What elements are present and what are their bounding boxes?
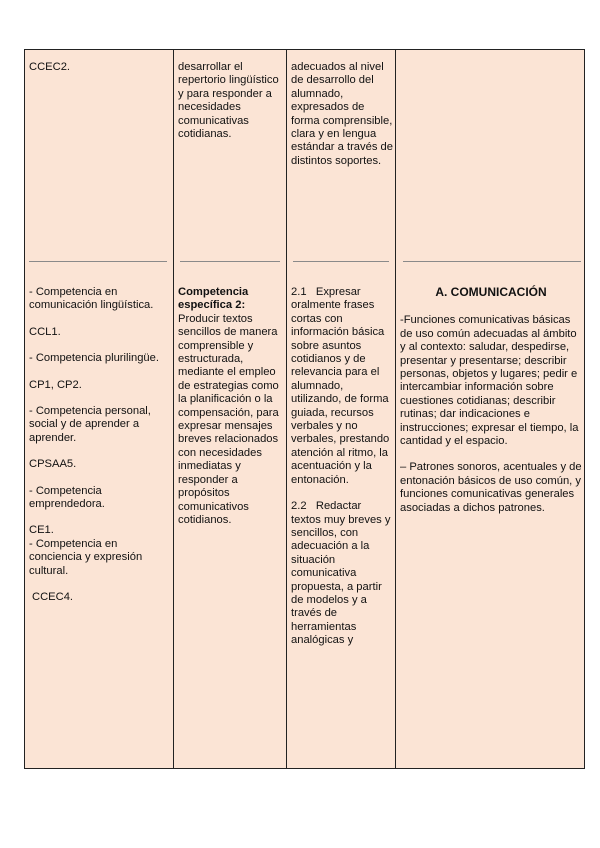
top-criteria-continuation: adecuados al nivel de desarrollo del alumnado, expresados de forma comprensible, clara y en lengua estándar a través de distintos soportes. bbox=[291, 61, 393, 167]
knowledge-paragraph: -Funciones comunicativas básicas de uso común adecuadas al ámbito y al contexto: saludar, despedirse, presentar y presentarse; describir personas, objetos y lugares; pedir e intercambiar información sobre cuestiones cotidianas; describir rutinas; dar indicaciones e instrucciones; expresar el tiempo, la cantidad y el espacio. bbox=[400, 314, 579, 448]
criteria-cell bbox=[291, 286, 393, 648]
specific-competence-cell bbox=[178, 286, 284, 527]
specific-competence-body: Producir textos sencillos de manera comprensible y estructurada, mediante el empleo de estrategias como la planificación o la compensación, para expresar mensajes breves relacionados con necesidades inmediatas y responder a propósitos comunicativos cotidianos. bbox=[178, 312, 279, 526]
top-specific-continuation: desarrollar el repertorio lingüístico y para responder a necesidades comunicativas cotidianas. bbox=[178, 61, 279, 141]
competence-line: - Competencia personal, social y de aprender a aprender. bbox=[29, 405, 151, 444]
competence-line: - Competencia en conciencia y expresión cultural. bbox=[29, 537, 143, 577]
knowledge-paragraph: – Patrones sonoros, acentuales y de entonación básicos de uso común, y funciones comunicativas generales asociadas a dichos patrones. bbox=[400, 461, 582, 514]
competence-code: CCEC4. bbox=[32, 591, 74, 604]
specific-competence-title: Competencia específica 2: bbox=[178, 286, 249, 312]
criterion-2-2: 2.2 Redactar textos muy breves y sencillos, con adecuación a la situación comunicativa propuesta, a partir de modelos y a través de herramientas analógicas y bbox=[291, 500, 394, 647]
competence-line: - Competencia emprendedora. bbox=[29, 484, 105, 511]
key-competences-cell bbox=[29, 286, 169, 605]
column-divider bbox=[173, 50, 174, 768]
competence-code: CPSAA5. bbox=[29, 458, 77, 471]
curriculum-table bbox=[24, 49, 585, 769]
row-separator bbox=[180, 261, 280, 262]
competence-code: CP1, CP2. bbox=[29, 378, 82, 391]
row-separator bbox=[293, 261, 389, 262]
column-divider bbox=[395, 50, 396, 768]
competence-code: CCL1. bbox=[29, 325, 61, 338]
top-competence-code: CCEC2. bbox=[29, 61, 71, 73]
knowledge-cell bbox=[400, 286, 582, 515]
row-separator bbox=[403, 261, 581, 262]
competence-line: - Competencia en comunicación lingüística. bbox=[29, 286, 154, 312]
criterion-2-1: 2.1 Expresar oralmente frases cortas con información básica sobre asuntos cotidianos y de relevancia para el alumnado, utilizando, de forma guiada, recursos verbales y no verbales, prestando atención al ritmo, la acentuación y la entonación. bbox=[291, 286, 393, 486]
row-separator bbox=[29, 261, 167, 262]
column-divider bbox=[286, 50, 287, 768]
knowledge-title: A. COMUNICACIÓN bbox=[435, 285, 547, 299]
competence-code: CE1. bbox=[29, 524, 54, 537]
competence-line: - Competencia plurilingüe. bbox=[29, 352, 159, 365]
